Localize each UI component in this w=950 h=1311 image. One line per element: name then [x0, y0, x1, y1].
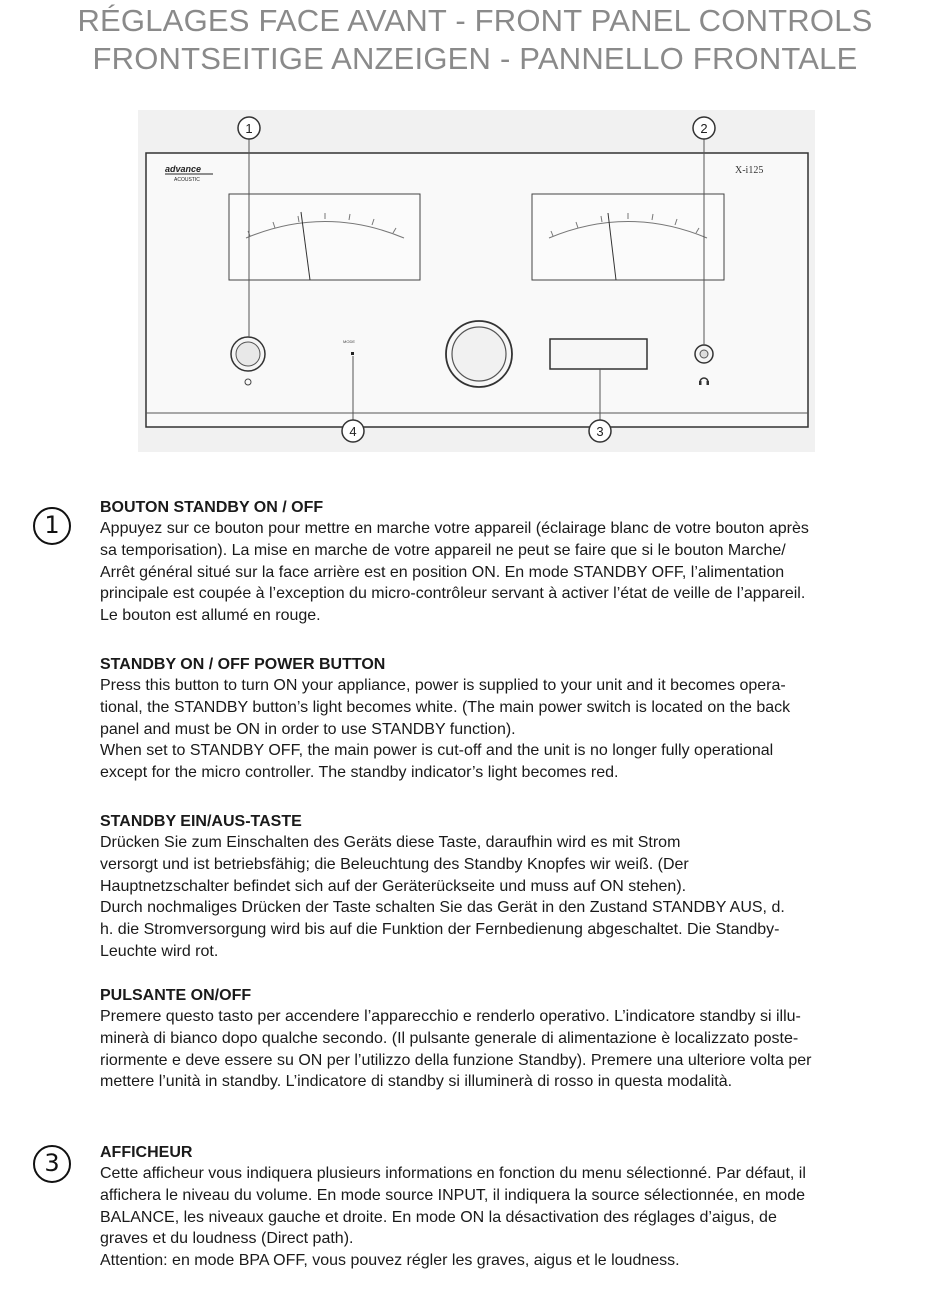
text-line: sa temporisation). La mise en marche de votre appareil ne peut se faire que si le bouton Marche/: [100, 541, 786, 559]
svg-text:2: 2: [700, 121, 708, 136]
text-line: Le bouton est allumé en rouge.: [100, 607, 321, 625]
section-heading: PULSANTE ON/OFF: [100, 987, 252, 1004]
brand-logo: advance: [165, 164, 202, 174]
text-line: affichera le niveau du volume. En mode source INPUT, il indiquera la source sélectionnée, en mode: [100, 1186, 805, 1204]
text-line: Durch nochmaliges Drücken der Taste schalten Sie das Gerät in den Zustand STANDBY AUS, d.: [100, 899, 785, 917]
section-standby-de: [100, 811, 920, 963]
callout-1: [238, 117, 260, 139]
text-line: When set to STANDBY OFF, the main power is cut-off and the unit is no longer fully operational: [100, 742, 774, 760]
callout-3: [589, 420, 611, 442]
section-heading: BOUTON STANDBY ON / OFF: [100, 499, 324, 516]
text-line: BALANCE, les niveaux gauche et droite. En mode ON la désactivation des réglages d’aigus, de: [100, 1208, 777, 1226]
page-title-line-1: RÉGLAGES FACE AVANT - FRONT PANEL CONTROLS: [77, 3, 873, 38]
page-title-line-2: FRONTSEITIGE ANZEIGEN - PANNELLO FRONTALE: [92, 41, 858, 76]
display-window-diagram: [550, 339, 647, 369]
front-panel-diagram: [138, 110, 815, 452]
text-line: Press this button to turn ON your appliance, power is supplied to your unit and it becomes opera-: [100, 677, 786, 694]
section-marker-3: 3: [33, 1145, 71, 1183]
text-line: Arrêt général situé sur la face arrière est en position ON. En mode STANDBY OFF, l’alimentation: [100, 563, 785, 581]
svg-text:3: 3: [596, 424, 604, 439]
text-line: minerà di bianco dopo qualche secondo. (Il pulsante generale di alimentazione è localizzato poste-: [100, 1029, 799, 1047]
text-line: Leuchte wird rot.: [100, 942, 219, 960]
section-display-fr: [100, 1142, 920, 1272]
callout-2: [693, 117, 715, 139]
section-marker-1: 1: [33, 507, 71, 545]
text-line: Hauptnetzschalter befindet sich auf der Geräterückseite und muss auf ON stehen).: [100, 877, 687, 895]
section-heading: AFFICHEUR: [100, 1144, 193, 1161]
brand-sub: ACOUSTIC: [174, 177, 200, 183]
text-line: Premere questo tasto per accendere l’apparecchio e renderlo operativo. L’indicatore standby si illu-: [100, 1008, 801, 1025]
section-standby-en: [100, 654, 920, 784]
text-line: except for the micro controller. The standby indicator’s light becomes red.: [100, 764, 619, 782]
text-line: Attention: en mode BPA OFF, vous pouvez régler les graves, aigus et le loudness.: [100, 1252, 680, 1270]
section-standby-fr: [100, 497, 920, 627]
section-standby-it: [100, 985, 920, 1093]
svg-text:1: 1: [245, 121, 253, 136]
model-label: X-i125: [735, 165, 764, 176]
callout-4: [342, 420, 364, 442]
text-line: panel and must be ON in order to use STANDBY function).: [100, 720, 516, 738]
text-line: tional, the STANDBY button’s light becomes white. (The main power switch is located on the back: [100, 698, 791, 716]
text-line: mettere l’unità in standby. L’indicatore di standby si illuminerà di rosso in questa modalità.: [100, 1073, 733, 1091]
volume-knob-diagram: [446, 321, 512, 387]
text-line: Drücken Sie zum Einschalten des Geräts diese Taste, daraufhin wird es mit Strom: [100, 834, 681, 851]
section-heading: STANDBY ON / OFF POWER BUTTON: [100, 656, 386, 673]
section-heading: STANDBY EIN/AUS-TASTE: [100, 813, 302, 830]
text-line: Cette afficheur vous indiquera plusieurs informations en fonction du menu sélectionné. Par défaut, il: [100, 1165, 806, 1182]
text-line: Appuyez sur ce bouton pour mettre en marche votre appareil (éclairage blanc de votre bouton après: [100, 520, 809, 537]
text-line: h. die Stromversorgung wird bis auf die Funktion der Fernbedienung abgeschaltet. Die Standby-: [100, 921, 780, 939]
text-line: versorgt und ist betriebsfähig; die Beleuchtung des Standby Knopfes wir weiß. (Der: [100, 855, 689, 873]
mode-label: MODE: [343, 339, 355, 344]
text-line: graves et du loudness (Direct path).: [100, 1230, 354, 1248]
text-line: riormente e deve essere su ON per l’utilizzo della funzione Standby). Premere una ulteriore volta per: [100, 1051, 812, 1069]
text-line: principale est coupée à l’exception du micro-contrôleur servant à activer l’état de veille de l’appareil.: [100, 585, 806, 603]
vu-meter-right: [532, 194, 724, 280]
mode-led: [351, 352, 354, 355]
vu-meter-left: [229, 194, 420, 280]
svg-text:4: 4: [349, 424, 357, 439]
